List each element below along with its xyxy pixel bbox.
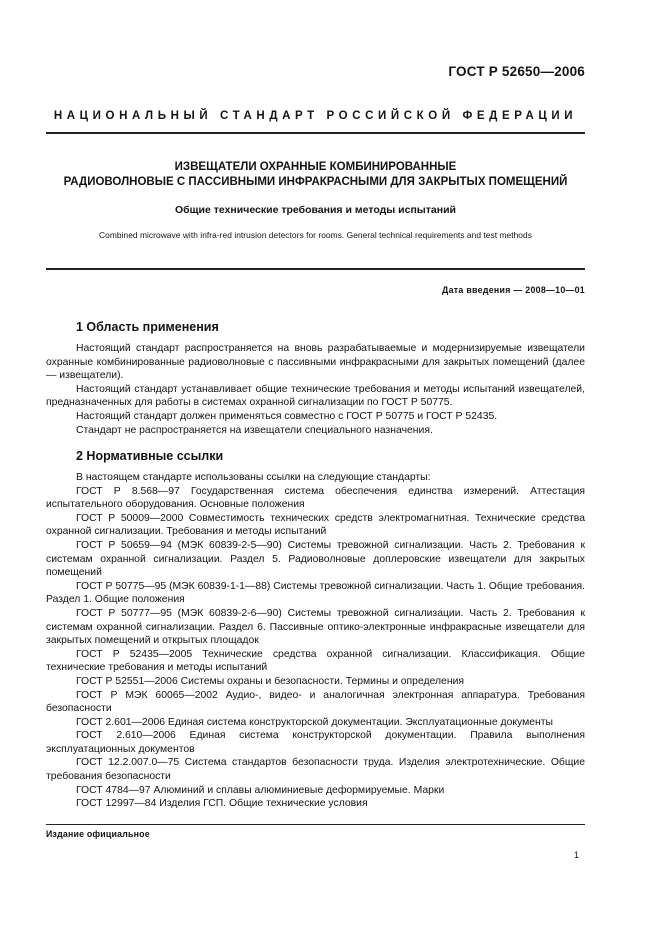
national-standard-banner: НАЦИОНАЛЬНЫЙ СТАНДАРТ РОССИЙСКОЙ ФЕДЕРАЦИИ (53, 110, 578, 122)
title-line-1: ИЗВЕЩАТЕЛИ ОХРАННЫЕ КОМБИНИРОВАННЫЕ (174, 161, 457, 173)
reference-item: ГОСТ 2.601—2006 Единая система конструкторской документации. Эксплуатационные документы (76, 716, 554, 728)
reference-item: ГОСТ 2.610—2006 Единая система конструкторской документации. Правила выполнения эксплуатационных документов (46, 730, 585, 755)
page-number: 1 (573, 850, 579, 860)
reference-item: ГОСТ Р 52435—2005 Технические средства охранной сигнализации. Классификация. Общие технические требования и методы испытаний (46, 648, 585, 674)
section-heading: 1 Область применения (76, 320, 219, 334)
reference-item: ГОСТ Р 8.568—97 Государственная система обеспечения единства измерений. Аттестация испытательного оборудования. Основные положения (46, 485, 585, 511)
paragraph: Настоящий стандарт должен применяться совместно с ГОСТ Р 50775 и ГОСТ Р 52435. (76, 410, 498, 422)
english-title: Combined microwave with infra-red intrusion detectors for rooms. General technical requirements and test methods (99, 230, 532, 240)
middle-divider (46, 268, 585, 270)
reference-item: ГОСТ Р 50775—95 (МЭК 60839-1-1—88) Системы тревожной сигнализации. Часть 1. Общие требования. Раздел 1. Общие положения (46, 580, 585, 606)
document-number: ГОСТ Р 52650—2006 (448, 64, 585, 79)
paragraph: Стандарт не распространяется на извещатели специального назначения. (76, 424, 433, 436)
section-scope (46, 320, 585, 437)
document-subtitle: Общие технические требования и методы испытаний (175, 204, 456, 216)
paragraph: В настоящем стандарте использованы ссылки на следующие стандарты: (76, 472, 431, 483)
reference-item: ГОСТ Р 50777—95 (МЭК 60839-2-6—90) Системы тревожной сигнализации. Часть 2. Требования к системам охранной сигнализации. Раздел 6. Пассивные оптико-электронные инфракрасные извещатели для закрытых помещений и открытых площадок (46, 607, 585, 647)
reference-item: ГОСТ Р МЭК 60065—2002 Аудио-, видео- и аналогичная электронная аппаратура. Требования безопасности (46, 689, 585, 715)
reference-item: ГОСТ 12997—84 Изделия ГСП. Общие технические условия (76, 798, 368, 810)
paragraph: Настоящий стандарт распространяется на вновь разрабатываемые и модернизируемые извещатели охранные комбинированные радиоволновые с пассивными инфракрасными для закрытых помещений (далее — извещатели). (46, 343, 585, 382)
title-line-2: РАДИОВОЛНОВЫЕ С ПАССИВНЫМИ ИНФРАКРАСНЫМИ ДЛЯ ЗАКРЫТЫХ ПОМЕЩЕНИЙ (63, 176, 568, 188)
paragraph: Настоящий стандарт устанавливает общие технические требования и методы испытаний извещателей, предназначенных для работы в системах охранной сигнализации по ГОСТ Р 50775. (46, 383, 585, 409)
section-normative-references (46, 449, 585, 811)
document-title (46, 160, 585, 190)
introduction-date: Дата введения — 2008—10—01 (442, 285, 585, 295)
reference-item: ГОСТ 4784—97 Алюминий и сплавы алюминиевые деформируемые. Марки (76, 784, 445, 796)
section-heading: 2 Нормативные ссылки (76, 449, 224, 463)
reference-item: ГОСТ Р 50659—94 (МЭК 60839-2-5—90) Системы тревожной сигнализации. Часть 2. Требования к системам охранной сигнализации. Раздел 5. Радиоволновые доплеровские извещатели для закрытых помещений (46, 539, 585, 579)
footer-divider (46, 824, 585, 825)
top-divider (46, 132, 585, 134)
reference-item: ГОСТ 12.2.007.0—75 Система стандартов безопасности труда. Изделия электротехнические. Общие требования безопасности (46, 757, 585, 783)
reference-item: ГОСТ Р 52551—2006 Системы охраны и безопасности. Термины и определения (76, 675, 464, 687)
reference-item: ГОСТ Р 50009—2000 Совместимость технических средств электромагнитная. Технические средства охранной сигнализации. Требования и методы испытаний (46, 512, 585, 538)
edition-label: Издание официальное (46, 829, 150, 839)
